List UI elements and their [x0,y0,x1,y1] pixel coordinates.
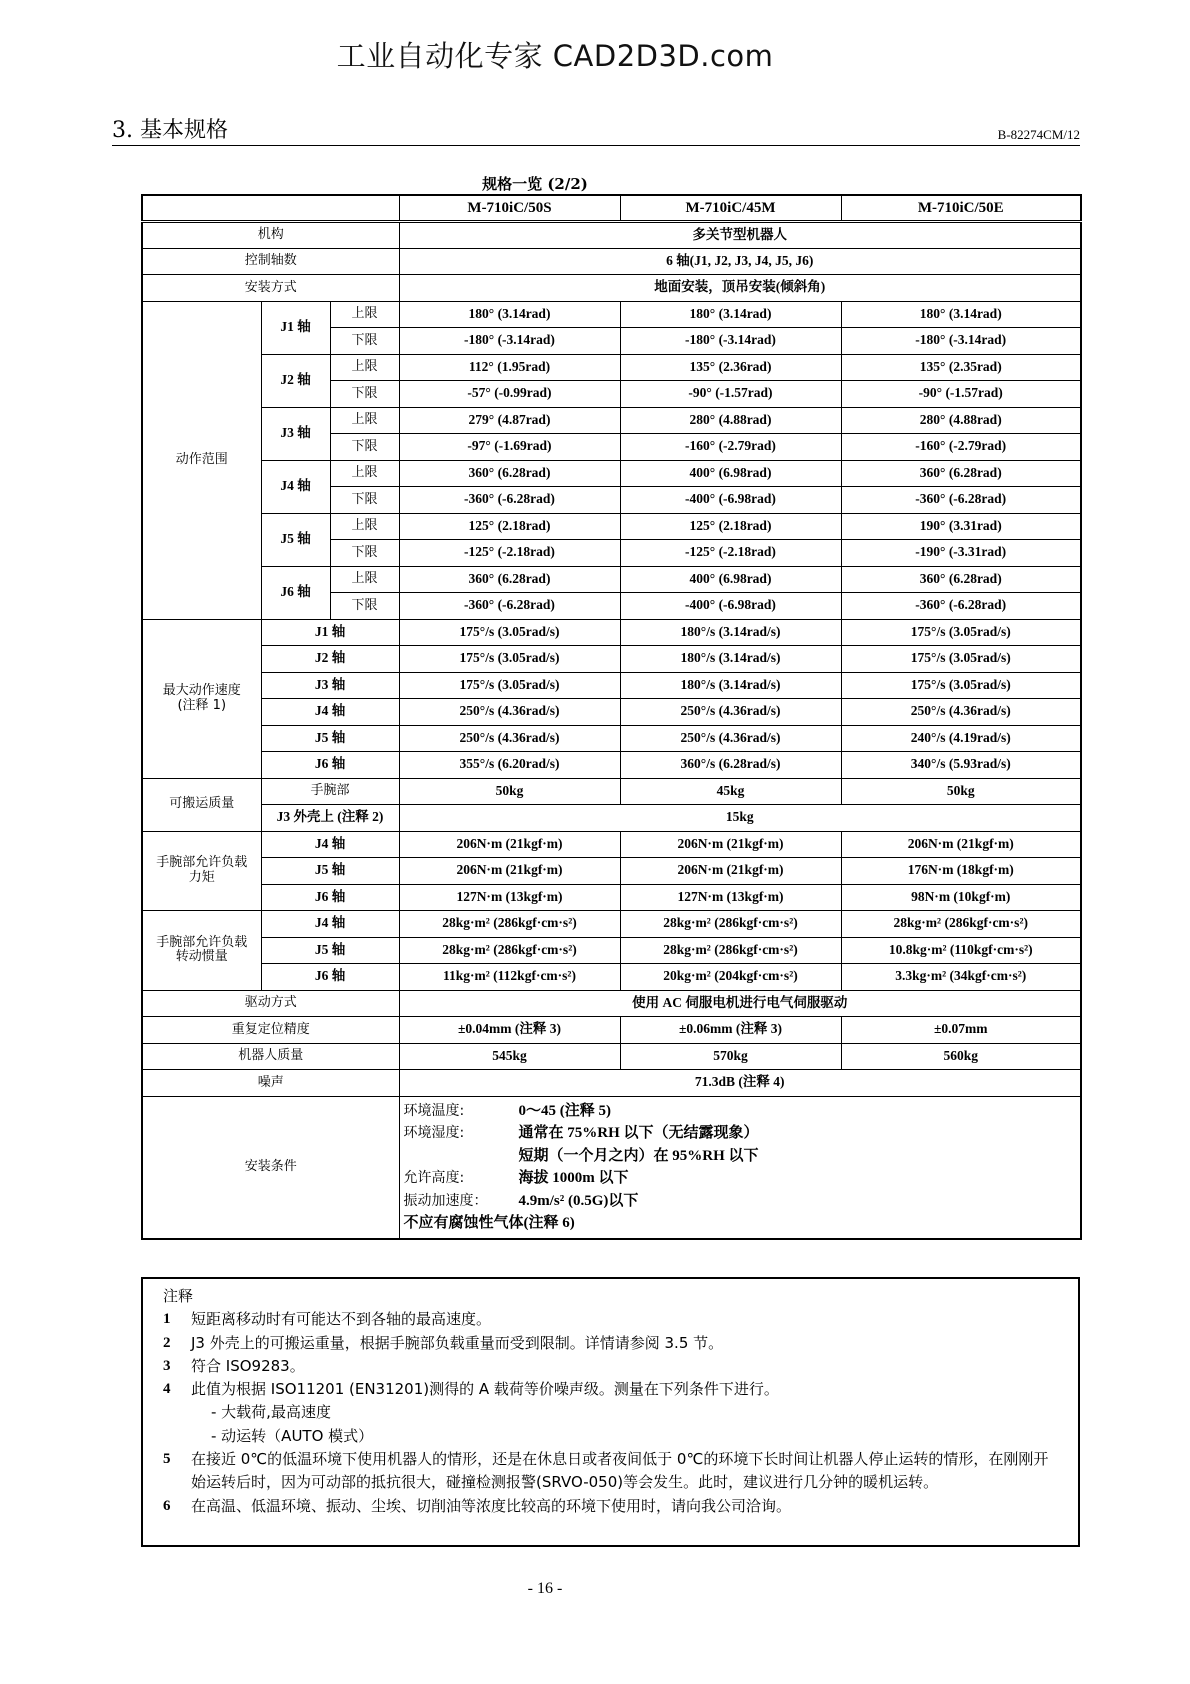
table-row [142,964,1081,991]
lower-limit-label: 下限 [330,434,399,461]
value-cell: 135° (2.35rad) [841,354,1081,381]
row-label: 控制轴数 [142,248,399,275]
upper-limit-label: 上限 [330,354,399,381]
note-row-1 [163,1308,1058,1331]
value-cell: 360° (6.28rad) [841,460,1081,487]
note-number: 2 [163,1334,171,1351]
row-label: 安装方式 [142,275,399,302]
axis-label: J3 轴 [261,672,399,699]
axis-label: J1 轴 [261,619,399,646]
env-value: 不应有腐蚀性气体(注释 6) [403,1215,575,1231]
value-cell: -180° (-3.14rad) [399,328,620,355]
env-line [404,1145,1077,1168]
env-line [404,1167,1077,1190]
value-cell: 127N·m (13kgf·m) [620,884,841,911]
value-cell: -190° (-3.31rad) [841,540,1081,567]
value-cell: ±0.07mm [841,1017,1081,1044]
value-cell: 175°/s (3.05rad/s) [841,646,1081,673]
value-cell: -360° (-6.28rad) [399,487,620,514]
value-cell: 28kg·m² (286kgf·cm·s²) [620,937,841,964]
env-value: 海拔 1000m 以下 [518,1170,629,1186]
value-cell: -360° (-6.28rad) [399,593,620,620]
watermark: 工业自动化专家 CAD2D3D.com [336,39,774,73]
value-cell: 570kg [620,1043,841,1070]
axis-label: J4 轴 [261,460,330,513]
row-value: 71.3dB (注释 4) [399,1070,1081,1097]
sub-label: J3 外壳上 (注释 2) [261,805,399,832]
value-cell: 280° (4.88rad) [620,407,841,434]
env-value: 通常在 75%RH 以下（无结露现象） [518,1125,759,1141]
row-label: 机构 [142,222,399,249]
value-cell: 15kg [399,805,1081,832]
value-cell: 135° (2.36rad) [620,354,841,381]
value-cell: 560kg [841,1043,1081,1070]
row-label: 重复定位精度 [142,1017,399,1044]
note-row-3 [163,1355,1058,1378]
table-row [142,937,1081,964]
axis-label: J5 轴 [261,513,330,566]
value-cell: 180° (3.14rad) [841,301,1081,328]
table-row [142,831,1081,858]
value-cell: 127N·m (13kgf·m) [399,884,620,911]
value-cell: 206N·m (21kgf·m) [620,858,841,885]
value-cell: 250°/s (4.36rad/s) [399,725,620,752]
env-line [404,1100,1077,1123]
value-cell: -400° (-6.98rad) [620,487,841,514]
env-line [404,1190,1077,1213]
page-number: - 16 - [527,1580,563,1597]
value-cell: 240°/s (4.19rad/s) [841,725,1081,752]
value-cell: 175°/s (3.05rad/s) [399,672,620,699]
note-number: 6 [163,1497,171,1514]
axis-label: J6 轴 [261,964,399,991]
value-cell: 279° (4.87rad) [399,407,620,434]
value-cell: 400° (6.98rad) [620,460,841,487]
value-cell: 50kg [841,778,1081,805]
lower-limit-label: 下限 [330,593,399,620]
value-cell: -90° (-1.57rad) [841,381,1081,408]
axis-label: J4 轴 [261,831,399,858]
table-row [142,460,1081,487]
upper-limit-label: 上限 [330,460,399,487]
value-cell: -125° (-2.18rad) [399,540,620,567]
value-cell: 50kg [399,778,620,805]
value-cell: 112° (1.95rad) [399,354,620,381]
value-cell: 175°/s (3.05rad/s) [841,619,1081,646]
document-number: B-82274CM/12 [997,127,1080,142]
axis-label: J2 轴 [261,354,330,407]
value-cell: 98N·m (10kgf·m) [841,884,1081,911]
value-cell: -97° (-1.69rad) [399,434,620,461]
sub-label: 手腕部 [261,778,399,805]
value-cell: 190° (3.31rad) [841,513,1081,540]
value-cell: -180° (-3.14rad) [620,328,841,355]
row-label: 安装条件 [142,1096,399,1239]
environment-cell [399,1096,1081,1239]
axis-label: J2 轴 [261,646,399,673]
table-row [142,222,1081,249]
value-cell: 180° (3.14rad) [620,301,841,328]
axis-label: J5 轴 [261,937,399,964]
upper-limit-label: 上限 [330,407,399,434]
model-header: M-710iC/50E [841,195,1081,222]
value-cell: -160° (-2.79rad) [841,434,1081,461]
upper-limit-label: 上限 [330,513,399,540]
value-cell: 28kg·m² (286kgf·cm·s²) [620,911,841,938]
value-cell: 180°/s (3.14rad/s) [620,646,841,673]
env-label: 环境湿度: [403,1125,465,1141]
table-row [142,858,1081,885]
row-label [142,911,261,991]
axis-label: J5 轴 [261,725,399,752]
note-number: 1 [163,1311,171,1328]
table-row [142,566,1081,593]
lower-limit-label: 下限 [330,328,399,355]
note-text: 符合 ISO9283。 [191,1356,305,1375]
label-line: (注释 1) [177,697,227,713]
value-cell: 360° (6.28rad) [399,566,620,593]
lower-limit-label: 下限 [330,381,399,408]
axis-label: J1 轴 [261,301,330,354]
value-cell: -180° (-3.14rad) [841,328,1081,355]
value-cell: 355°/s (6.20rad/s) [399,752,620,779]
value-cell: 360°/s (6.28rad/s) [620,752,841,779]
value-cell: 360° (6.28rad) [841,566,1081,593]
env-value: 4.9m/s² (0.5G)以下 [518,1192,639,1209]
value-cell: 176N·m (18kgf·m) [841,858,1081,885]
env-line [404,1212,1077,1235]
value-cell: 10.8kg·m² (110kgf·cm·s²) [841,937,1081,964]
row-label: 驱动方式 [142,990,399,1017]
note-number: 3 [163,1357,171,1374]
note-subitem: - 大载荷,最高速度 [211,1403,331,1422]
table-row [142,1017,1081,1044]
model-header: M-710iC/45M [620,195,841,222]
axis-label: J5 轴 [261,858,399,885]
env-label: 允许高度: [403,1170,465,1186]
axis-label: J4 轴 [261,911,399,938]
value-cell: 175°/s (3.05rad/s) [399,619,620,646]
label-line: 转动惯量 [175,949,228,965]
label-line: 最大动作速度 [162,683,241,699]
note-text: 短距离移动时有可能达不到各轴的最高速度。 [191,1310,492,1329]
table-row [142,752,1081,779]
table-row [142,1043,1081,1070]
row-label: 动作范围 [142,301,261,619]
value-cell: -400° (-6.98rad) [620,593,841,620]
value-cell: 400° (6.98rad) [620,566,841,593]
row-value: 6 轴(J1, J2, J3, J4, J5, J6) [399,248,1081,275]
table-corner-cell [142,195,399,222]
row-label: 可搬运质量 [142,778,261,831]
table-row [142,407,1081,434]
value-cell: -160° (-2.79rad) [620,434,841,461]
note-row-6 [163,1495,1058,1518]
table-row [142,354,1081,381]
table-row [142,805,1081,832]
axis-label: J4 轴 [261,699,399,726]
value-cell: 250°/s (4.36rad/s) [620,725,841,752]
notes-title: 注释 [163,1287,194,1305]
table-row [142,699,1081,726]
env-line [404,1122,1077,1145]
note-row-2 [163,1332,1058,1355]
table-row [142,275,1081,302]
row-label [142,831,261,911]
value-cell: 175°/s (3.05rad/s) [399,646,620,673]
table-row [142,619,1081,646]
value-cell: 206N·m (21kgf·m) [841,831,1081,858]
value-cell: ±0.04mm (注释 3) [399,1017,620,1044]
row-label: 机器人质量 [142,1043,399,1070]
lower-limit-label: 下限 [330,487,399,514]
value-cell: 250°/s (4.36rad/s) [399,699,620,726]
row-value: 多关节型机器人 [399,222,1081,249]
value-cell: 125° (2.18rad) [620,513,841,540]
lower-limit-label: 下限 [330,540,399,567]
model-header: M-710iC/50S [399,195,620,222]
value-cell: 340°/s (5.93rad/s) [841,752,1081,779]
row-label: 噪声 [142,1070,399,1097]
note-text: J3 外壳上的可搬运重量，根据手腕部负载重量而受到限制。详情请参阅 3.5 节。 [191,1333,724,1352]
value-cell: 206N·m (21kgf·m) [399,831,620,858]
value-cell: 180° (3.14rad) [399,301,620,328]
table-row [142,990,1081,1017]
table-row [142,248,1081,275]
env-value: 0～45 (注释 5) [518,1102,611,1119]
row-label [142,619,261,778]
table-title: 规格一览 (2/2) [482,175,588,193]
axis-label: J3 轴 [261,407,330,460]
note-row-5 [163,1448,1058,1495]
spec-table [141,194,1082,1240]
row-value: 使用 AC 伺服电机进行电气伺服驱动 [399,990,1081,1017]
env-label: 振动加速度： [403,1192,488,1209]
value-cell: 28kg·m² (286kgf·cm·s²) [399,937,620,964]
value-cell: 28kg·m² (286kgf·cm·s²) [399,911,620,938]
value-cell: 360° (6.28rad) [399,460,620,487]
env-value: 短期（一个月之内）在 95%RH 以下 [518,1147,759,1164]
value-cell: ±0.06mm (注释 3) [620,1017,841,1044]
table-row [142,911,1081,938]
env-label: 环境温度: [403,1102,465,1119]
value-cell: 250°/s (4.36rad/s) [620,699,841,726]
table-row [142,672,1081,699]
table-row [142,884,1081,911]
axis-label: J6 轴 [261,884,399,911]
value-cell: 28kg·m² (286kgf·cm·s²) [841,911,1081,938]
value-cell: 175°/s (3.05rad/s) [841,672,1081,699]
upper-limit-label: 上限 [330,301,399,328]
notes-box [141,1277,1080,1547]
note-number: 5 [163,1451,171,1468]
axis-label: J6 轴 [261,752,399,779]
upper-limit-label: 上限 [330,566,399,593]
value-cell: 250°/s (4.36rad/s) [841,699,1081,726]
note-text: 在高温、低温环境、振动、尘埃、切削油等浓度比较高的环境下使用时，请向我公司洽询。 [191,1496,792,1515]
value-cell: -360° (-6.28rad) [841,487,1081,514]
value-cell: -90° (-1.57rad) [620,381,841,408]
page-header [112,118,1080,146]
value-cell: 11kg·m² (112kgf·cm·s²) [399,964,620,991]
note-text: 在接近 0℃的低温环境下使用机器人的情形，还是在休息日或者夜间低于 0℃的环境下长时间让机器人停止运转的情形，在刚刚开始运转后时，因为可动部的抵抗很大，碰撞检测报警(SRVO-050)等会发生。此时，建议进行几分钟的暖机运转。 [191,1450,1049,1492]
value-cell: 280° (4.88rad) [841,407,1081,434]
table-row [142,1096,1081,1239]
value-cell: 545kg [399,1043,620,1070]
label-line: 手腕部允许负载 [156,934,248,950]
label-line: 手腕部允许负载 [156,855,248,871]
table-row [142,646,1081,673]
row-value: 地面安装，顶吊安装(倾斜角) [399,275,1081,302]
value-cell: 125° (2.18rad) [399,513,620,540]
section-title: 3. 基本规格 [112,118,228,143]
note-row-4 [163,1378,1058,1401]
value-cell: 206N·m (21kgf·m) [399,858,620,885]
axis-label: J6 轴 [261,566,330,619]
note-number: 4 [163,1381,171,1398]
label-line: 力矩 [188,869,215,885]
table-row [142,1070,1081,1097]
value-cell: 180°/s (3.14rad/s) [620,619,841,646]
value-cell: -57° (-0.99rad) [399,381,620,408]
value-cell: -360° (-6.28rad) [841,593,1081,620]
value-cell: 20kg·m² (204kgf·cm·s²) [620,964,841,991]
value-cell: 45kg [620,778,841,805]
table-row [142,778,1081,805]
table-row [142,513,1081,540]
table-header-row [142,195,1081,222]
value-cell: -125° (-2.18rad) [620,540,841,567]
note-subitem: - 动运转（AUTO 模式） [211,1426,374,1445]
value-cell: 206N·m (21kgf·m) [620,831,841,858]
value-cell: 3.3kg·m² (34kgf·cm·s²) [841,964,1081,991]
table-row [142,725,1081,752]
note-text: 此值为根据 ISO11201 (EN31201)测得的 A 载荷等价噪声级。测量在下列条件下进行。 [191,1380,779,1399]
value-cell: 180°/s (3.14rad/s) [620,672,841,699]
table-row [142,301,1081,328]
